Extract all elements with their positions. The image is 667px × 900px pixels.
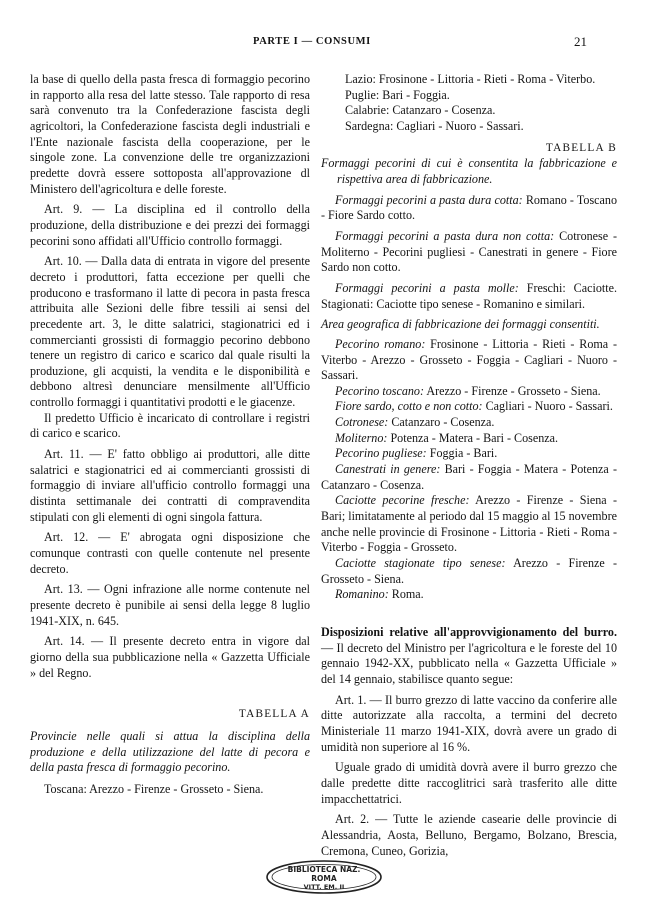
pasta-molle-label: Formaggi pecorini a pasta molle: (335, 280, 519, 295)
article-9: Art. 9. — La disciplina ed il controllo della produzione, della distribuzione e dei prezzi dei formaggi pecorini sono affidati all'Ufficio controllo formaggi. (30, 202, 310, 248)
area-text: Bari - Foggia - Matera - Potenza - Catanzaro - Cosenza. (321, 462, 617, 492)
burro-article-1: Art. 1. — Il burro grezzo di latte vaccino da conferire alle ditte autorizzate alla raccolta, a termini del decreto Ministeriale 11 marzo 1941-XIX, dovrà avere un grado di umidità non superiore al 16 %. (321, 692, 617, 754)
running-title: PARTE I — CONSUMI (253, 36, 371, 47)
paragraph-continuation: la base di quello della pasta fresca di formaggio pecorino in rapporto alla resa del latte stesso. Tale rapporto di resa sarà convenuto tra la Confederazione fascista degli agricoltori, la Confederazione fascista degli industriali e l'Ente nazionale fascista della cooperazione, per le singole zone. La convenzione delle tre organizzazioni predette dovrà essere sottoposta all'approvazione dl Ministero dell'agricoltura e delle foreste. (30, 72, 310, 196)
article-14: Art. 14. — Il presente decreto entra in vigore dal giorno della sua pubblicazione nella « Gazzetta Ufficiale » del Regno. (30, 634, 310, 680)
area-text: Catanzaro - Cosenza. (391, 415, 495, 430)
article-10-second-paragraph: Il predetto Ufficio è incaricato di controllare i registri di carico e scarico. (30, 410, 310, 441)
article-13: Art. 13. — Ogni infrazione alle norme contenute nel presente decreto è punibile ai sensi della legge 8 luglio 1941-XIX, n. 645. (30, 582, 310, 628)
stamp-line-2: ROMA (311, 874, 337, 883)
pasta-dura-non-cotta-entry (321, 229, 617, 276)
area-list (321, 337, 617, 603)
area-name: Pecorino romano: (335, 336, 426, 351)
region-calabrie: Calabrie: Catanzaro - Cosenza. (345, 103, 496, 118)
area-entry (321, 587, 617, 603)
area-name: Cotronese: (335, 415, 389, 430)
region-lazio: Lazio: Frosinone - Littoria - Rieti - Roma - Viterbo. (345, 72, 596, 86)
area-entry (321, 446, 617, 462)
page-number: 21 (574, 34, 587, 49)
area-name: Romanino: (335, 587, 389, 602)
library-stamp (263, 858, 385, 896)
area-text: Foggia - Bari. (429, 446, 498, 461)
area-text: Arezzo - Firenze - Siena - Bari; limitatamente al periodo dal 15 maggio al 15 novembre anche nelle provincie di Frosinone - Littoria - Rieti - Roma - Viterbo - Foggia - Grosseto. (321, 493, 618, 555)
area-text: Arezzo - Firenze - Grosseto - Siena. (426, 383, 601, 398)
pasta-molle-text: Freschi: Caciotte. Stagionati: Caciotte tipo senese - Romanino e similari. (321, 280, 617, 311)
article-10: Art. 10. — Dalla data di entrata in vigore del presente decreto i produttori, fatta eccezione per quelli che producono e trasformano il latte di pecora in pasta fresca attribuita alle Sezioni delle fibre tessili ai sensi del precedente art. 3, le ditte salatrici, stagionatrici ed i commercianti grossisti di formaggio pecorino debbono tenere un registro di carico e scarico dal quale risulti la produzione, gli acquisti, la vendita e le disponibilità e debbono altresì denunciare mensilmente all'Ufficio controllo formaggi i quantitativi prodotti e le giacenze. (30, 254, 310, 410)
stamp-line-1: BIBLIOTECA NAZ. (287, 865, 361, 874)
area-text: Roma. (391, 587, 424, 602)
right-column (321, 72, 617, 859)
burro-article-2: Art. 2. — Tutte le aziende casearie delle provincie di Alessandria, Aosta, Belluno, Bergamo, Bolzano, Brescia, Cremona, Cuneo, Gorizia, (321, 812, 617, 858)
running-header (0, 36, 667, 50)
area-entry (321, 493, 617, 556)
article-12: Art. 12. — E' abrogata ogni disposizione che comunque contrasti con quelle contenute nel presente decreto. (30, 530, 310, 576)
region-toscana: Toscana: Arezzo - Firenze - Grosseto - Siena. (44, 781, 264, 796)
table-b-label: TABELLA B (545, 141, 617, 154)
pasta-dura-cotta-label: Formaggi pecorini a pasta dura cotta: (335, 192, 523, 207)
article-11: Art. 11. — E' fatto obbligo ai produttori, alle ditte salatrici e stagionatrici ed ai commercianti grossisti di formaggio di inviare all'ufficio controllo formaggi una distinta settimanale dei contratti di compravendita stipulati con gli elementi di ogni singola fattura. (30, 447, 310, 524)
table-a-label: TABELLA A (238, 708, 310, 721)
region-sardegna: Sardegna: Cagliari - Nuoro - Sassari. (345, 118, 524, 133)
area-text: Cagliari - Nuoro - Sassari. (485, 399, 613, 414)
area-title: Area geografica di fabbricazione dei formaggi consentiti. (321, 317, 600, 332)
area-entry (321, 337, 617, 384)
table-b-title: Formaggi pecorini di cui è consentita la fabbricazione e rispettiva area di fabbricazione. (321, 156, 617, 186)
table-a-title: Provincie nelle quali si attua la disciplina della produzione e della utilizzazione del latte di pecora e della pasta fresca di formaggio pecorino. (30, 728, 310, 775)
stamp-line-3: VITT. EM. II (303, 883, 345, 891)
pasta-dura-non-cotta-text: Cotronese - Moliterno - Pecorini pugliesi - Canestrati in genere - Fiore Sardo non cotto. (321, 228, 617, 275)
area-name: Caciotte stagionate tipo senese: (335, 556, 506, 571)
area-entry (321, 384, 617, 400)
pasta-dura-non-cotta-label: Formaggi pecorini a pasta dura non cotta: (335, 228, 555, 243)
area-name: Fiore sardo, cotto e non cotto: (335, 399, 483, 414)
area-entry (321, 399, 617, 415)
burro-article-1-second-paragraph: Uguale grado di umidità dovrà avere il burro grezzo che dalle predette ditte raccoglitrici sarà trasferito alle ditte impacchettatrici. (321, 760, 617, 806)
area-entry (321, 431, 617, 447)
area-text: Potenza - Matera - Bari - Cosenza. (390, 430, 559, 445)
region-puglie: Puglie: Bari - Foggia. (345, 87, 450, 102)
area-entry (321, 415, 617, 431)
area-name: Pecorino toscano: (335, 383, 425, 398)
area-name: Canestrati in genere: (335, 462, 441, 477)
left-column (30, 72, 310, 798)
burro-heading: Disposizioni relative all'approvvigionamento del burro. (321, 625, 617, 639)
area-text: Arezzo - Firenze - Grosseto - Siena. (321, 556, 617, 586)
area-entry (321, 556, 617, 587)
pasta-dura-cotta-text: Romano - Toscano - Fiore Sardo cotto. (321, 192, 617, 223)
burro-intro: — Il decreto del Ministro per l'agricoltura e le foreste del 10 gennaio 1942-XX, pubblicato nella « Gazzetta Ufficiale » del 14 gennaio, stabilisce quanto segue: (321, 640, 617, 686)
pasta-molle-entry (321, 281, 617, 312)
area-name: Caciotte pecorine fresche: (335, 493, 470, 508)
area-name: Pecorino pugliese: (335, 446, 427, 461)
area-name: Moliterno: (335, 430, 388, 445)
area-text: Frosinone - Littoria - Rieti - Roma - Viterbo - Arezzo - Grosseto - Foggia - Cagliari - Nuoro - Sassari. (321, 336, 617, 383)
pasta-dura-cotta-entry (321, 193, 617, 224)
burro-section (321, 625, 617, 688)
area-entry (321, 462, 617, 493)
